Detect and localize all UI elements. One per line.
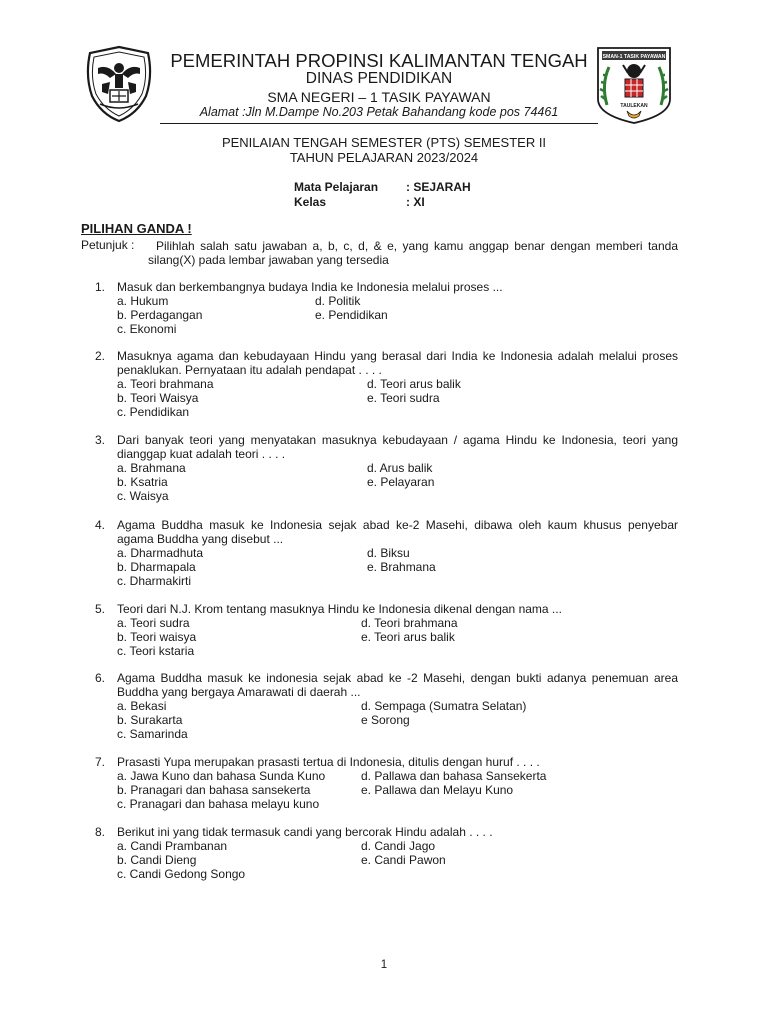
answer-option: e. Pendidikan <box>315 308 388 322</box>
question-number: 7. <box>95 755 106 769</box>
question-text <box>117 825 678 839</box>
question-text-line: Agama Buddha masuk ke indonesia sejak abad ke -2 Masehi, dengan bukti adanya penemuan area <box>117 671 678 685</box>
question-item <box>95 825 678 839</box>
school-emblem-bottom-text: TAULEKAN <box>620 103 648 109</box>
question-item <box>95 280 678 294</box>
answer-option: e. Pelayaran <box>367 475 435 489</box>
class-label: Kelas <box>294 195 327 209</box>
question-number: 1. <box>95 280 106 294</box>
subject-row <box>294 181 471 196</box>
answer-option: a. Candi Prambanan <box>117 839 228 853</box>
answer-option: e. Candi Pawon <box>361 853 446 867</box>
answer-option: d. Pallawa dan bahasa Sansekerta <box>361 769 547 783</box>
question-text-line: penaklukan. Pernyataan itu adalah pendapat . . . . <box>117 363 382 377</box>
question-number: 4. <box>95 518 106 532</box>
question-number: 8. <box>95 825 106 839</box>
page-number: 1 <box>380 959 388 971</box>
answer-option: b. Surakarta <box>117 713 183 727</box>
answer-option: b. Ksatria <box>117 475 168 489</box>
school-emblem-logo <box>595 45 673 125</box>
question-text <box>117 433 678 461</box>
answer-option: a. Brahmana <box>117 461 186 475</box>
question-number: 5. <box>95 602 106 616</box>
answer-option: e. Teori arus balik <box>361 630 455 644</box>
answer-option: d. Candi Jago <box>361 839 436 853</box>
question-item <box>95 755 678 769</box>
instruction-line-1: Pilihlah salah satu jawaban a, b, c, d, & e, yang kamu anggap benar dengan memberi tanda <box>156 239 678 253</box>
question-number: 6. <box>95 671 106 685</box>
answer-option: a. Bekasi <box>117 699 167 713</box>
class-value: : XI <box>406 195 425 209</box>
question-text-line: agama Buddha yang disebut ... <box>117 532 284 546</box>
answer-option: c. Teori kstaria <box>117 644 195 658</box>
question-text-line: Prasasti Yupa merupakan prasasti tertua di Indonesia, ditulis dengan huruf . . . . <box>117 755 540 769</box>
answer-option: a. Dharmadhuta <box>117 546 204 560</box>
answer-option: a. Teori sudra <box>117 616 190 630</box>
school-emblem-top-text: SMAN-1 TASIK PAYAWAN <box>602 54 666 60</box>
section-title: PILIHAN GANDA ! <box>81 221 192 236</box>
answer-option: c. Pranagari dan bahasa melayu kuno <box>117 797 320 811</box>
question-text-line: Teori dari N.J. Krom tentang masuknya Hindu ke Indonesia dikenal dengan nama ... <box>117 602 562 616</box>
answer-option: e Sorong <box>361 713 410 727</box>
answer-option: d. Teori arus balik <box>367 377 461 391</box>
exam-title: PENILAIAN TENGAH SEMESTER (PTS) SEMESTER II <box>221 135 547 150</box>
question-text <box>117 602 678 616</box>
exam-academic-year: TAHUN PELAJARAN 2023/2024 <box>289 150 479 165</box>
subject-value: : SEJARAH <box>406 180 471 194</box>
subject-label: Mata Pelajaran <box>294 180 379 194</box>
question-item <box>95 518 678 546</box>
question-text <box>117 280 678 294</box>
question-text <box>117 349 678 377</box>
answer-option: c. Waisya <box>117 489 169 503</box>
answer-option: d. Biksu <box>367 546 410 560</box>
question-text <box>117 671 678 699</box>
answer-option: d. Teori brahmana <box>361 616 458 630</box>
instruction-label: Petunjuk : <box>81 238 135 252</box>
answer-option: b. Teori Waisya <box>117 391 199 405</box>
letterhead-address: Alamat :Jln M.Dampe No.203 Petak Bahandang kode pos 74461 <box>199 105 559 119</box>
question-text-line: Masuknya agama dan kebudayaan Hindu yang berasal dari India ke Indonesia adalah melalui proses <box>117 349 678 363</box>
question-text-line: Berikut ini yang tidak termasuk candi yang bercorak Hindu adalah . . . . <box>117 825 493 839</box>
answer-option: c. Ekonomi <box>117 322 177 336</box>
letterhead-divider <box>160 123 598 124</box>
answer-option: c. Pendidikan <box>117 405 190 419</box>
answer-option: b. Candi Dieng <box>117 853 197 867</box>
answer-option: d. Sempaga (Sumatra Selatan) <box>361 699 527 713</box>
question-item <box>95 602 678 616</box>
question-item <box>95 433 678 461</box>
question-text <box>117 755 678 769</box>
question-text-line: Buddha yang bergaya Amarawati di daerah ... <box>117 685 361 699</box>
question-text-line: Dari banyak teori yang menyatakan masuknya kebudayaan / agama Hindu ke Indonesia, teori yang <box>117 433 678 447</box>
letterhead-school: SMA NEGERI – 1 TASIK PAYAWAN <box>267 89 491 105</box>
question-number: 3. <box>95 433 106 447</box>
answer-option: a. Jawa Kuno dan bahasa Sunda Kuno <box>117 769 326 783</box>
question-text-line: Agama Buddha masuk ke Indonesia sejak abad ke-2 Masehi, dibawa oleh kaum khusus penyebar <box>117 518 678 532</box>
question-item <box>95 349 678 377</box>
instruction-text <box>148 239 678 267</box>
answer-option: b. Perdagangan <box>117 308 203 322</box>
question-text <box>117 518 678 546</box>
answer-option: a. Hukum <box>117 294 169 308</box>
answer-option: e. Pallawa dan Melayu Kuno <box>361 783 514 797</box>
answer-option: a. Teori brahmana <box>117 377 214 391</box>
answer-option: e. Teori sudra <box>367 391 440 405</box>
question-text-line: dianggap kuat adalah teori . . . . <box>117 447 286 461</box>
answer-option: d. Politik <box>315 294 361 308</box>
question-item <box>95 671 678 699</box>
question-text-line: Masuk dan berkembangnya budaya India ke Indonesia melalui proses ... <box>117 280 503 294</box>
province-emblem-logo <box>80 44 158 124</box>
answer-option: c. Samarinda <box>117 727 188 741</box>
answer-option: b. Teori waisya <box>117 630 197 644</box>
answer-option: c. Dharmakirti <box>117 574 192 588</box>
class-row <box>294 196 425 211</box>
answer-option: c. Candi Gedong Songo <box>117 867 246 881</box>
answer-option: b. Pranagari dan bahasa sansekerta <box>117 783 311 797</box>
question-number: 2. <box>95 349 106 363</box>
instruction-line-2: silang(X) pada lembar jawaban yang tersedia <box>148 253 389 267</box>
letterhead-department: DINAS PENDIDIKAN <box>305 70 453 87</box>
letterhead-government: PEMERINTAH PROPINSI KALIMANTAN TENGAH <box>170 50 588 71</box>
answer-option: b. Dharmapala <box>117 560 196 574</box>
answer-option: d. Arus balik <box>367 461 433 475</box>
answer-option: e. Brahmana <box>367 560 436 574</box>
